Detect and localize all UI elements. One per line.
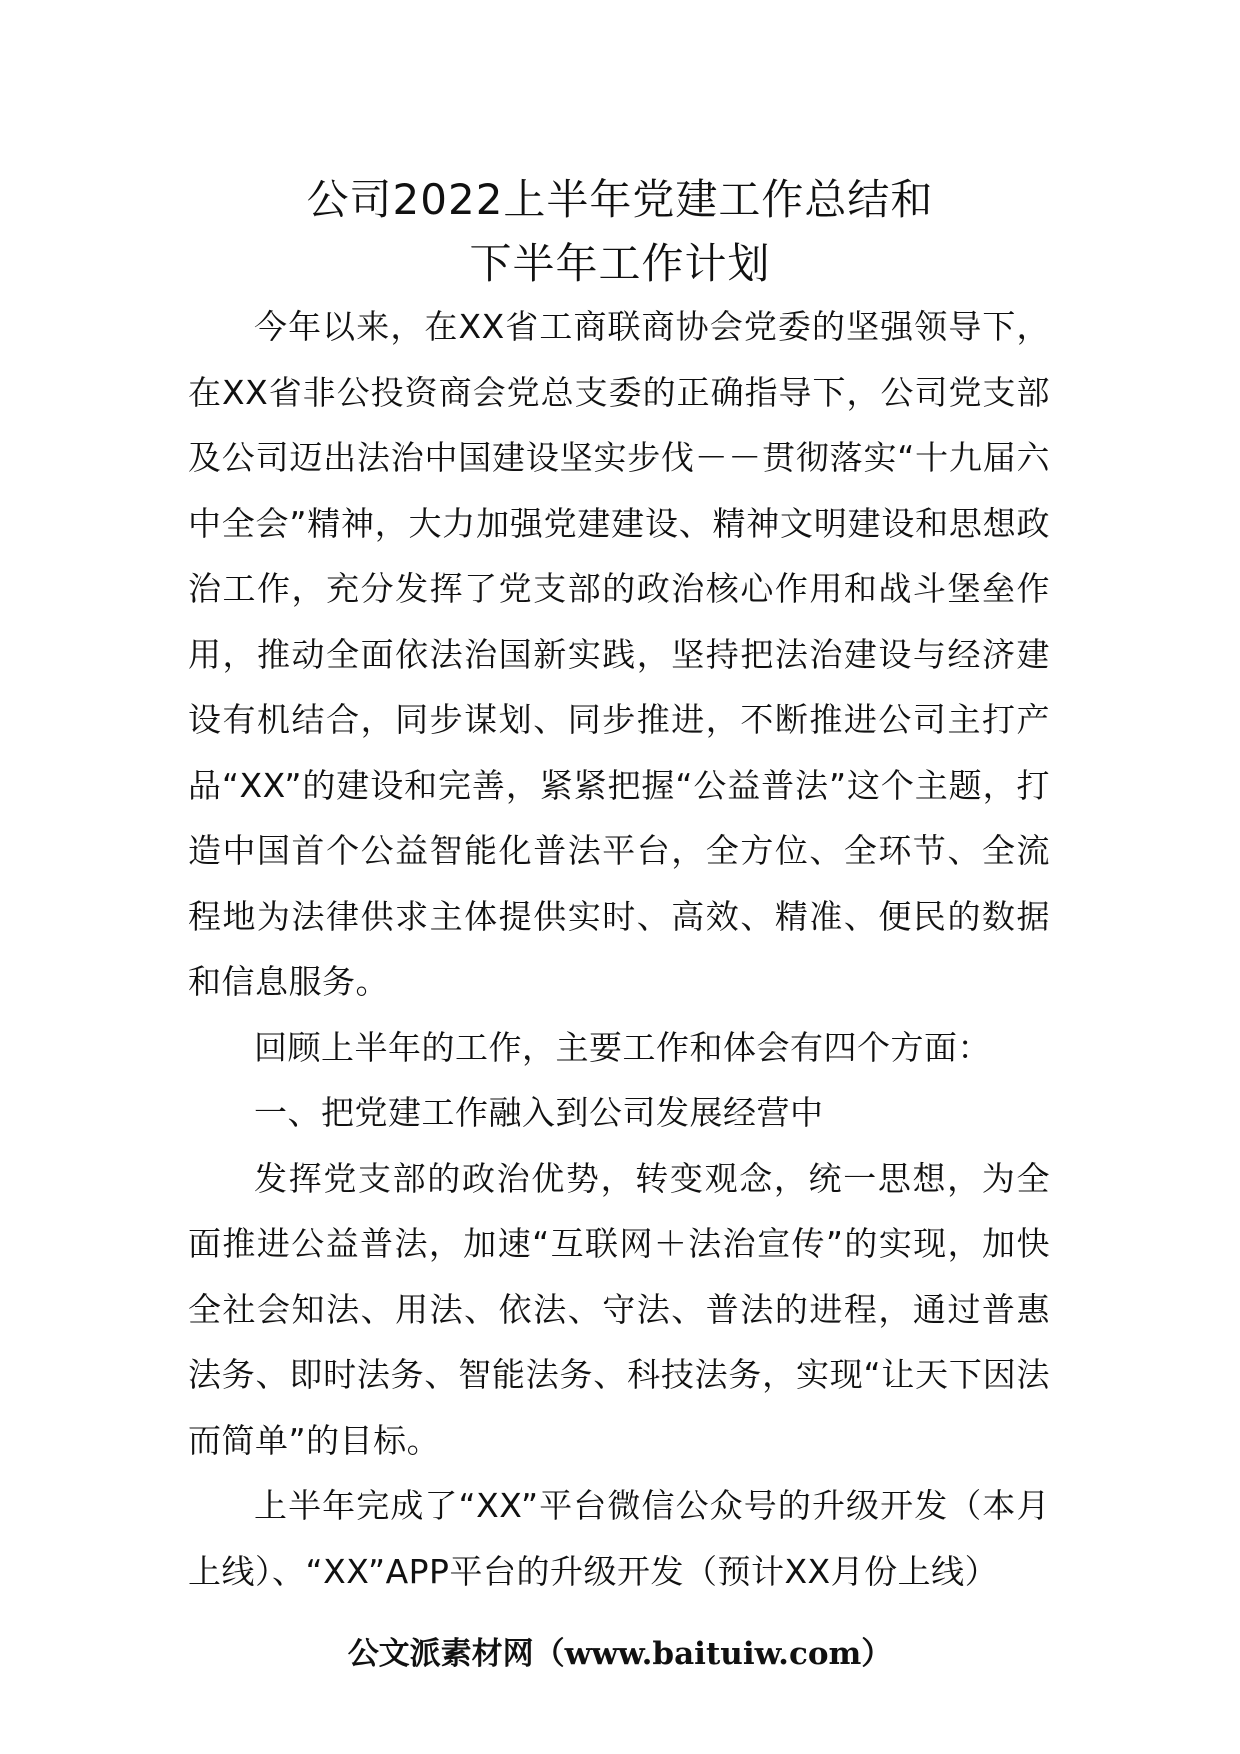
paragraph-section-1: 发挥党支部的政治优势，转变观念，统一思想，为全面推进公益普法，加速“互联网＋法治宣传”的实现，加快全社会知法、用法、依法、守法、普法的进程，通过普惠法务、即时法务、智能法务、科技法务，实现“让天下因法而简单”的目标。: [188, 1158, 1050, 1460]
paragraph-intro: 今年以来，在XX省工商联商协会党委的坚强领导下，在XX省非公投资商会党总支委的正确指导下，公司党支部及公司迈出法治中国建设坚实步伐－－贯彻落实“十九届六中全会”精神，大力加强党建建设、精神文明建设和思想政治工作，充分发挥了党支部的政治核心作用和战斗堡垒作用，推动全面依法治国新实践，坚持把法治建设与经济建设有机结合，同步谋划、同步推进，不断推进公司主打产品“XX”的建设和完善，紧紧把握“公益普法”这个主题，打造中国首个公益智能化普法平台，全方位、全环节、全流程地为法律供求主体提供实时、高效、精准、便民的数据和信息服务。: [188, 307, 1050, 1001]
document-body: [188, 294, 1050, 1604]
paragraph-achievements: 上半年完成了“XX”平台微信公众号的升级开发（本月上线）、“XX”APP平台的升级开发（预计XX月份上线）: [188, 1486, 1050, 1591]
document-title-line-1: 公司2022上半年党建工作总结和: [306, 175, 934, 224]
section-heading-1: 一、把党建工作融入到公司发展经营中: [254, 1093, 824, 1132]
footer-watermark: 公文派素材网（www.baituiw.com）: [347, 1636, 893, 1672]
paragraph-review: 回顾上半年的工作，主要工作和体会有四个方面：: [254, 1027, 991, 1067]
document-title-line-2: 下半年工作计划: [469, 239, 771, 288]
